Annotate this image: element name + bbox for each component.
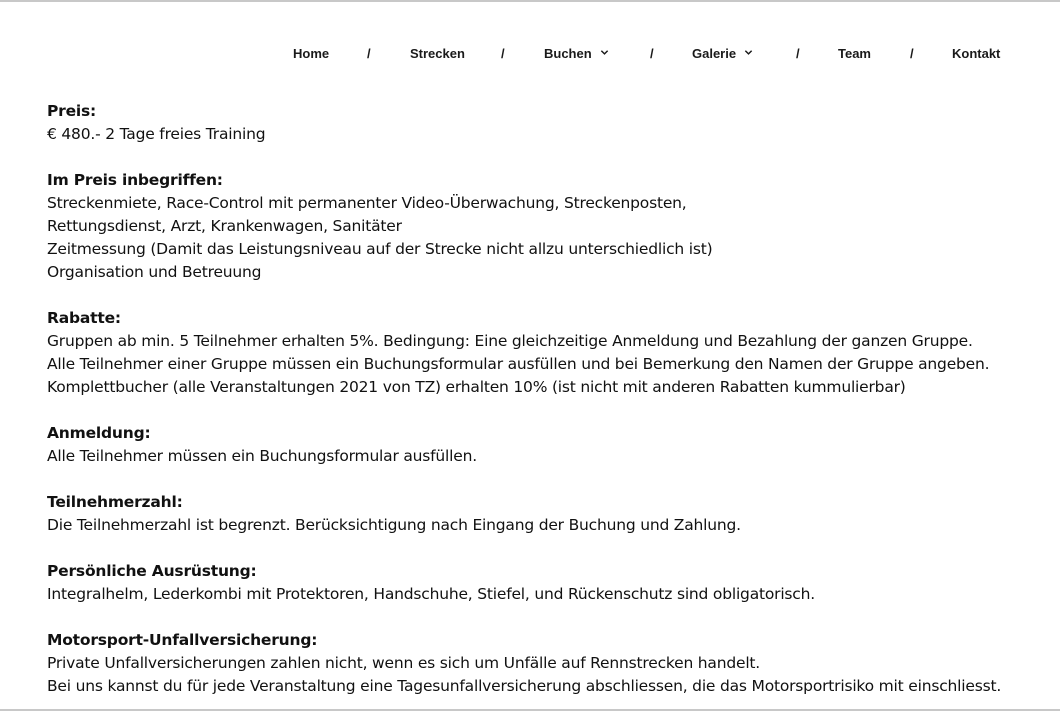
- section-text: Private Unfallversicherungen zahlen nicht, wenn es sich um Unfälle auf Rennstrecken handelt.: [47, 654, 761, 672]
- nav-separator: /: [650, 46, 654, 61]
- nav-item-home[interactable]: [293, 46, 329, 61]
- nav-item-label: Strecken: [410, 46, 465, 61]
- nav-item-team[interactable]: [838, 46, 871, 61]
- registration-section: [47, 422, 1037, 468]
- nav-item-strecken[interactable]: [410, 46, 465, 61]
- nav-item-buchen[interactable]: [544, 46, 609, 61]
- nav-item-label: Kontakt: [952, 46, 1001, 61]
- section-text: Bei uns kannst du für jede Veranstaltung eine Tagesunfallversicherung abschliessen, die das Motorsportrisiko mit einschliesst.: [47, 677, 1002, 695]
- section-heading: Anmeldung:: [47, 424, 151, 442]
- participants-section: [47, 491, 1037, 537]
- equipment-section: [47, 560, 1037, 606]
- section-text: Rettungsdienst, Arzt, Krankenwagen, Sanitäter: [47, 217, 402, 235]
- window-top-border: [0, 0, 1060, 2]
- event-info-content: [47, 100, 1037, 711]
- section-text: Integralhelm, Lederkombi mit Protektoren, Handschuhe, Stiefel, und Rückenschutz sind obligatorisch.: [47, 585, 815, 603]
- nav-separator: /: [501, 46, 505, 61]
- nav-item-label: Buchen: [544, 46, 592, 61]
- section-heading: Motorsport-Unfallversicherung:: [47, 631, 318, 649]
- nav-separator: /: [796, 46, 800, 61]
- included-section: [47, 169, 1037, 284]
- main-navigation: [0, 43, 1060, 65]
- discounts-section: [47, 307, 1037, 399]
- nav-item-label: Team: [838, 46, 871, 61]
- nav-item-galerie[interactable]: [692, 46, 753, 61]
- section-text: Die Teilnehmerzahl ist begrenzt. Berücksichtigung nach Eingang der Buchung und Zahlung.: [47, 516, 741, 534]
- section-heading: Im Preis inbegriffen:: [47, 171, 223, 189]
- section-heading: Preis:: [47, 102, 97, 120]
- section-heading: Rabatte:: [47, 309, 121, 327]
- price-section: [47, 100, 1037, 146]
- section-heading: Teilnehmerzahl:: [47, 493, 183, 511]
- section-text: Streckenmiete, Race-Control mit permanenter Video-Überwachung, Streckenposten,: [47, 194, 687, 212]
- nav-separator: /: [910, 46, 914, 61]
- section-text: Alle Teilnehmer müssen ein Buchungsformular ausfüllen.: [47, 447, 477, 465]
- section-text: Organisation und Betreuung: [47, 263, 262, 281]
- section-text: Zeitmessung (Damit das Leistungsniveau auf der Strecke nicht allzu unterschiedlich ist): [47, 240, 713, 258]
- chevron-down-icon: [744, 48, 753, 57]
- insurance-section: [47, 629, 1037, 698]
- nav-item-kontakt[interactable]: [952, 46, 1000, 61]
- section-text: Komplettbucher (alle Veranstaltungen 2021 von TZ) erhalten 10% (ist nicht mit anderen Rabatten kummulierbar): [47, 378, 906, 396]
- nav-item-label: Galerie: [692, 46, 737, 61]
- section-text: € 480.- 2 Tage freies Training: [47, 125, 266, 143]
- section-text: Alle Teilnehmer einer Gruppe müssen ein Buchungsformular ausfüllen und bei Bemerkung den Namen der Gruppe angeben.: [47, 355, 990, 373]
- section-text: Gruppen ab min. 5 Teilnehmer erhalten 5%. Bedingung: Eine gleichzeitige Anmeldung und Bezahlung der ganzen Gruppe.: [47, 332, 973, 350]
- nav-separator: /: [367, 46, 371, 61]
- section-heading: Persönliche Ausrüstung:: [47, 562, 257, 580]
- chevron-down-icon: [600, 48, 609, 57]
- nav-item-label: Home: [293, 46, 330, 61]
